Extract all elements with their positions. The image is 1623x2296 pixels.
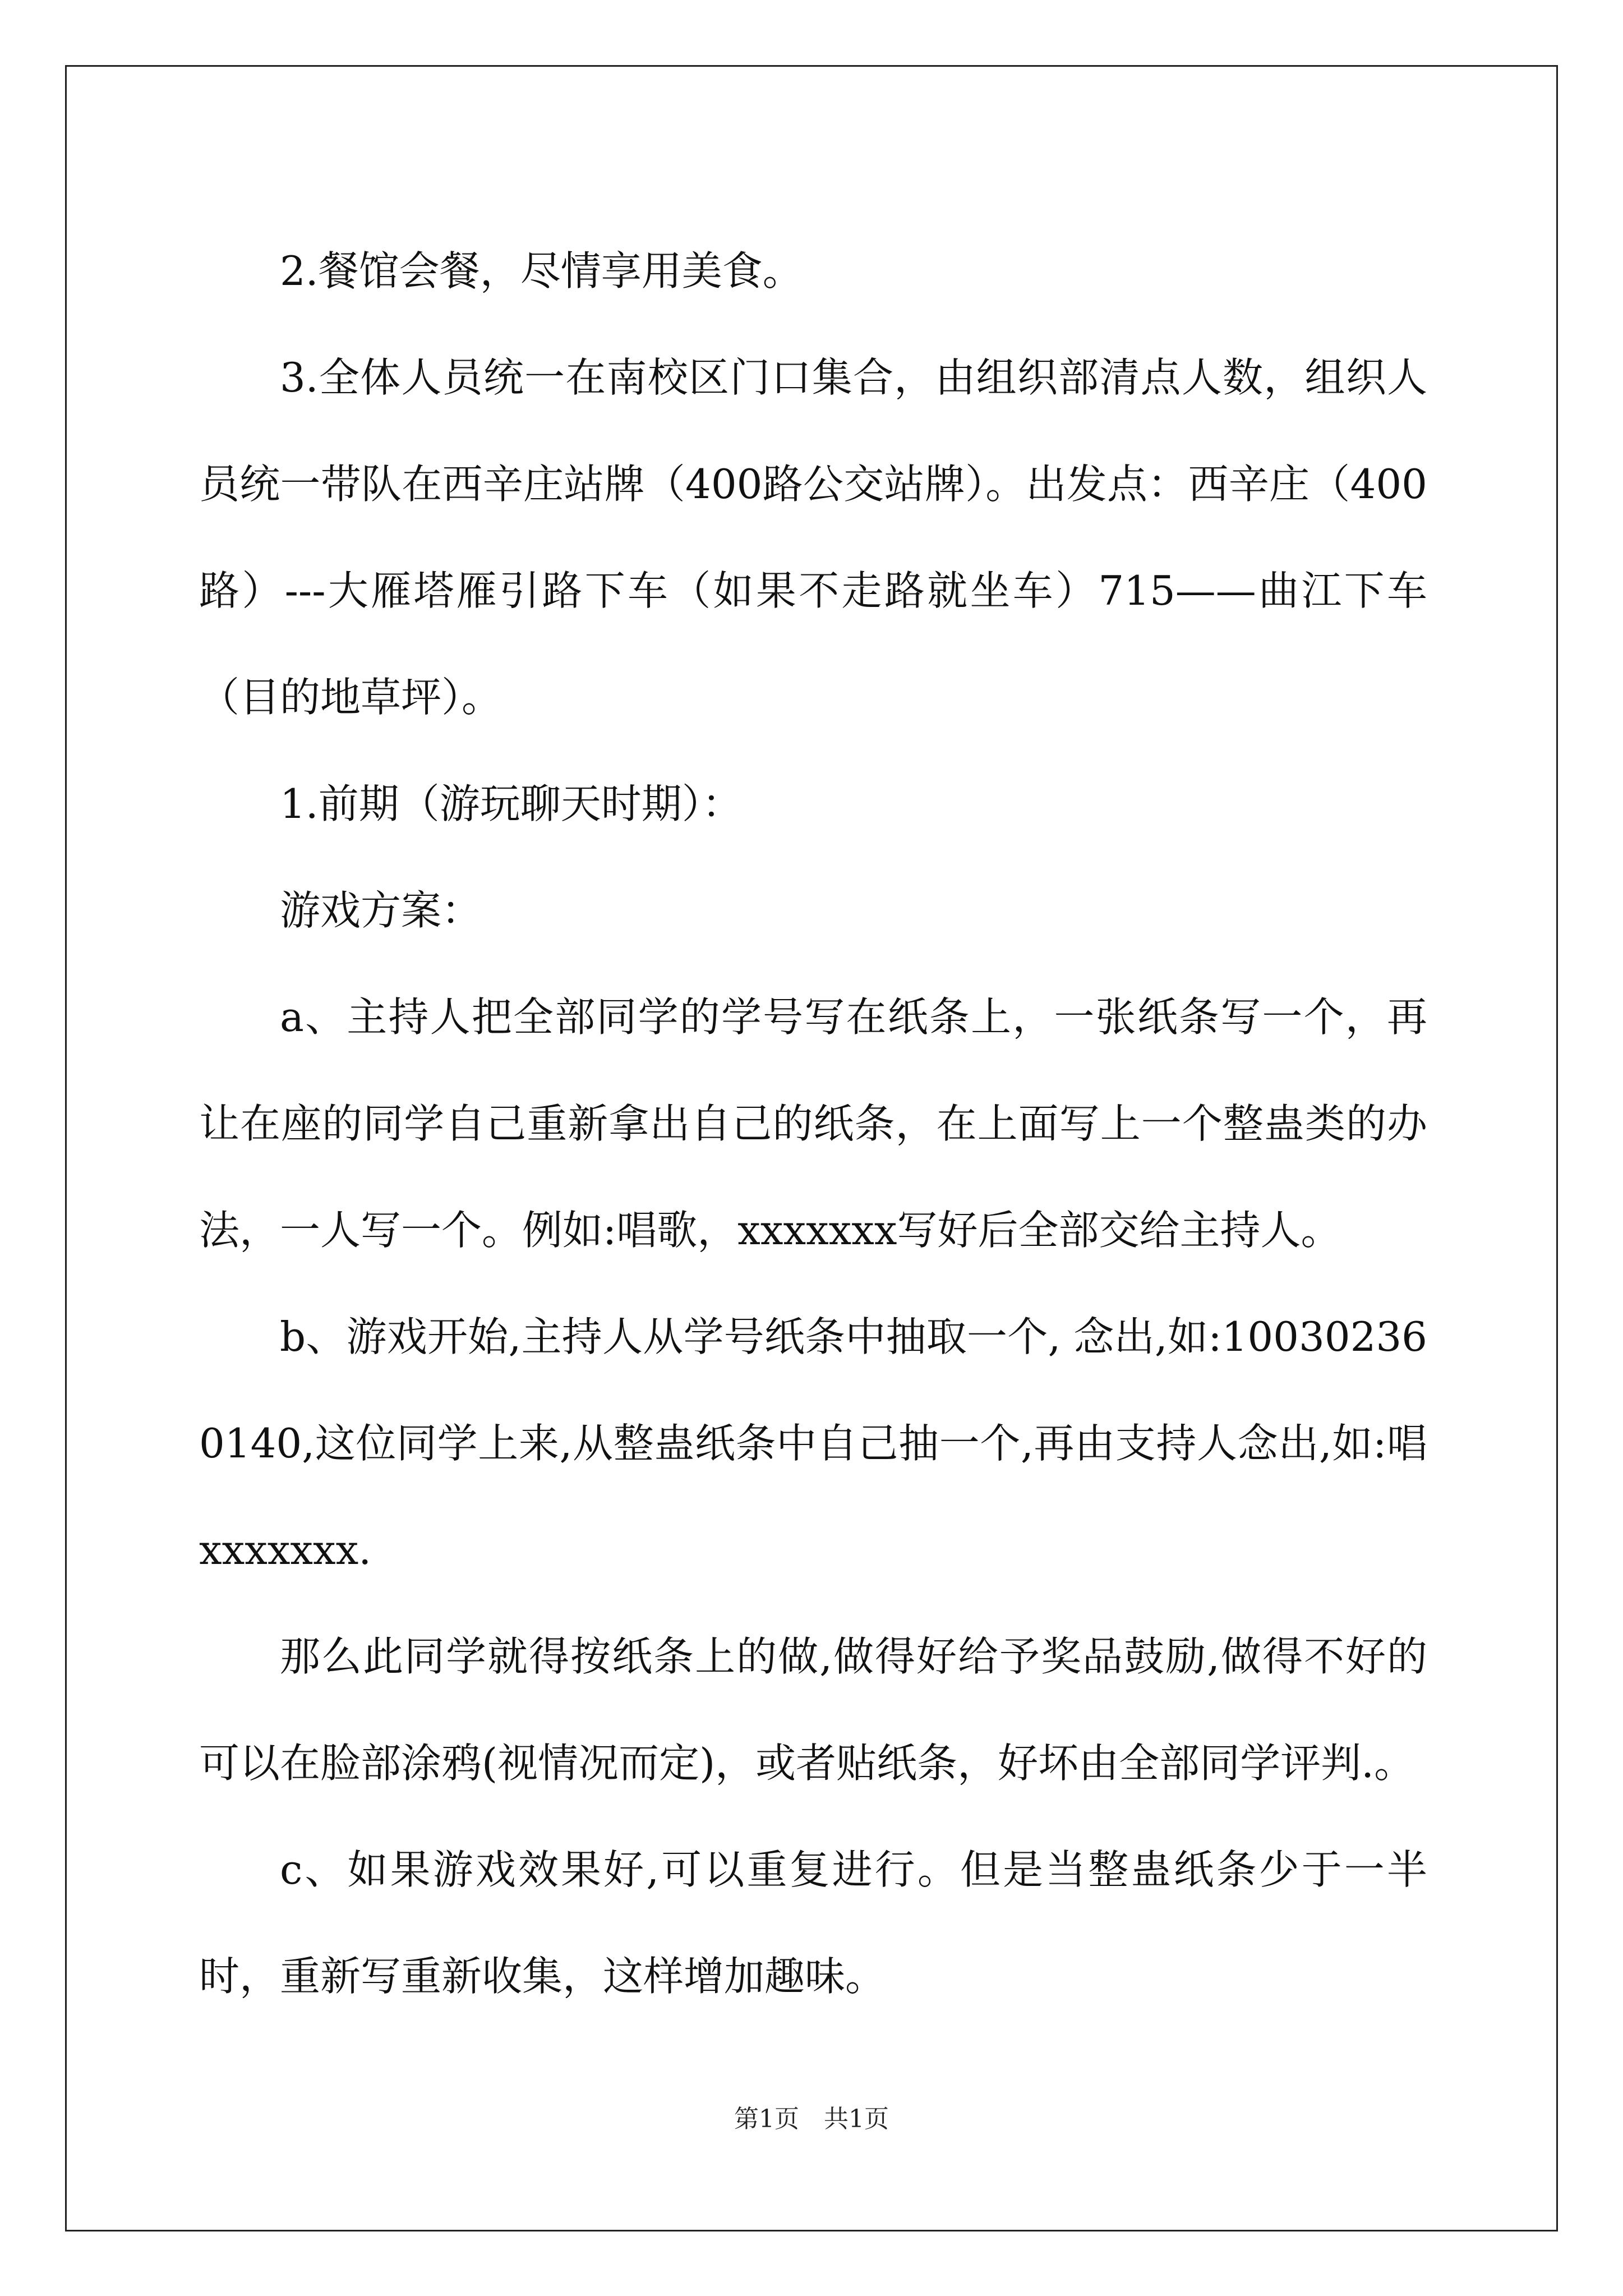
paragraph-game-step-a: a、主持人把全部同学的学号写在纸条上，一张纸条写一个，再让在座的同学自己重新拿出自己的纸条，在上面写上一个整蛊类的办法，一人写一个。例如:唱歌，xxxxxxx写好后全部交给主持人。 xyxy=(199,993,1427,1254)
page-number-footer: 第1页 共1页 xyxy=(734,2105,889,2133)
paragraph-game-step-c: c、如果游戏效果好,可以重复进行。但是当整蛊纸条少于一半时，重新写重新收集，这样增加趣味。 xyxy=(199,1846,1427,2000)
paragraph-game-plan-heading: 游戏方案： xyxy=(280,887,482,934)
paragraph-game-rules: 那么此同学就得按纸条上的做,做得好给予奖品鼓励,做得不好的可以在脸部涂鸦(视情况而定)，或者贴纸条，好坏由全部同学评判.。 xyxy=(199,1633,1427,1787)
paragraph-assembly-route: 3.全体人员统一在南校区门口集合，由组织部清点人数，组织人员统一带队在西辛庄站牌（400路公交站牌）。出发点：西辛庄（400路）---大雁塔雁引路下车（如果不走路就坐车）715——曲江下车（目的地草坪）。 xyxy=(199,354,1427,721)
paragraph-game-step-b: b、游戏开始,主持人从学号纸条中抽取一个, 念出,如:100302360140,这位同学上来,从整蛊纸条中自己抽一个,再由支持人念出,如:唱xxxxxxx. xyxy=(199,1313,1427,1573)
paragraph-early-stage: 1.前期（游玩聊天时期）： xyxy=(280,780,743,827)
document-body xyxy=(199,218,1427,2030)
paragraph-meal: 2.餐馆会餐，尽情享用美食。 xyxy=(280,247,803,295)
